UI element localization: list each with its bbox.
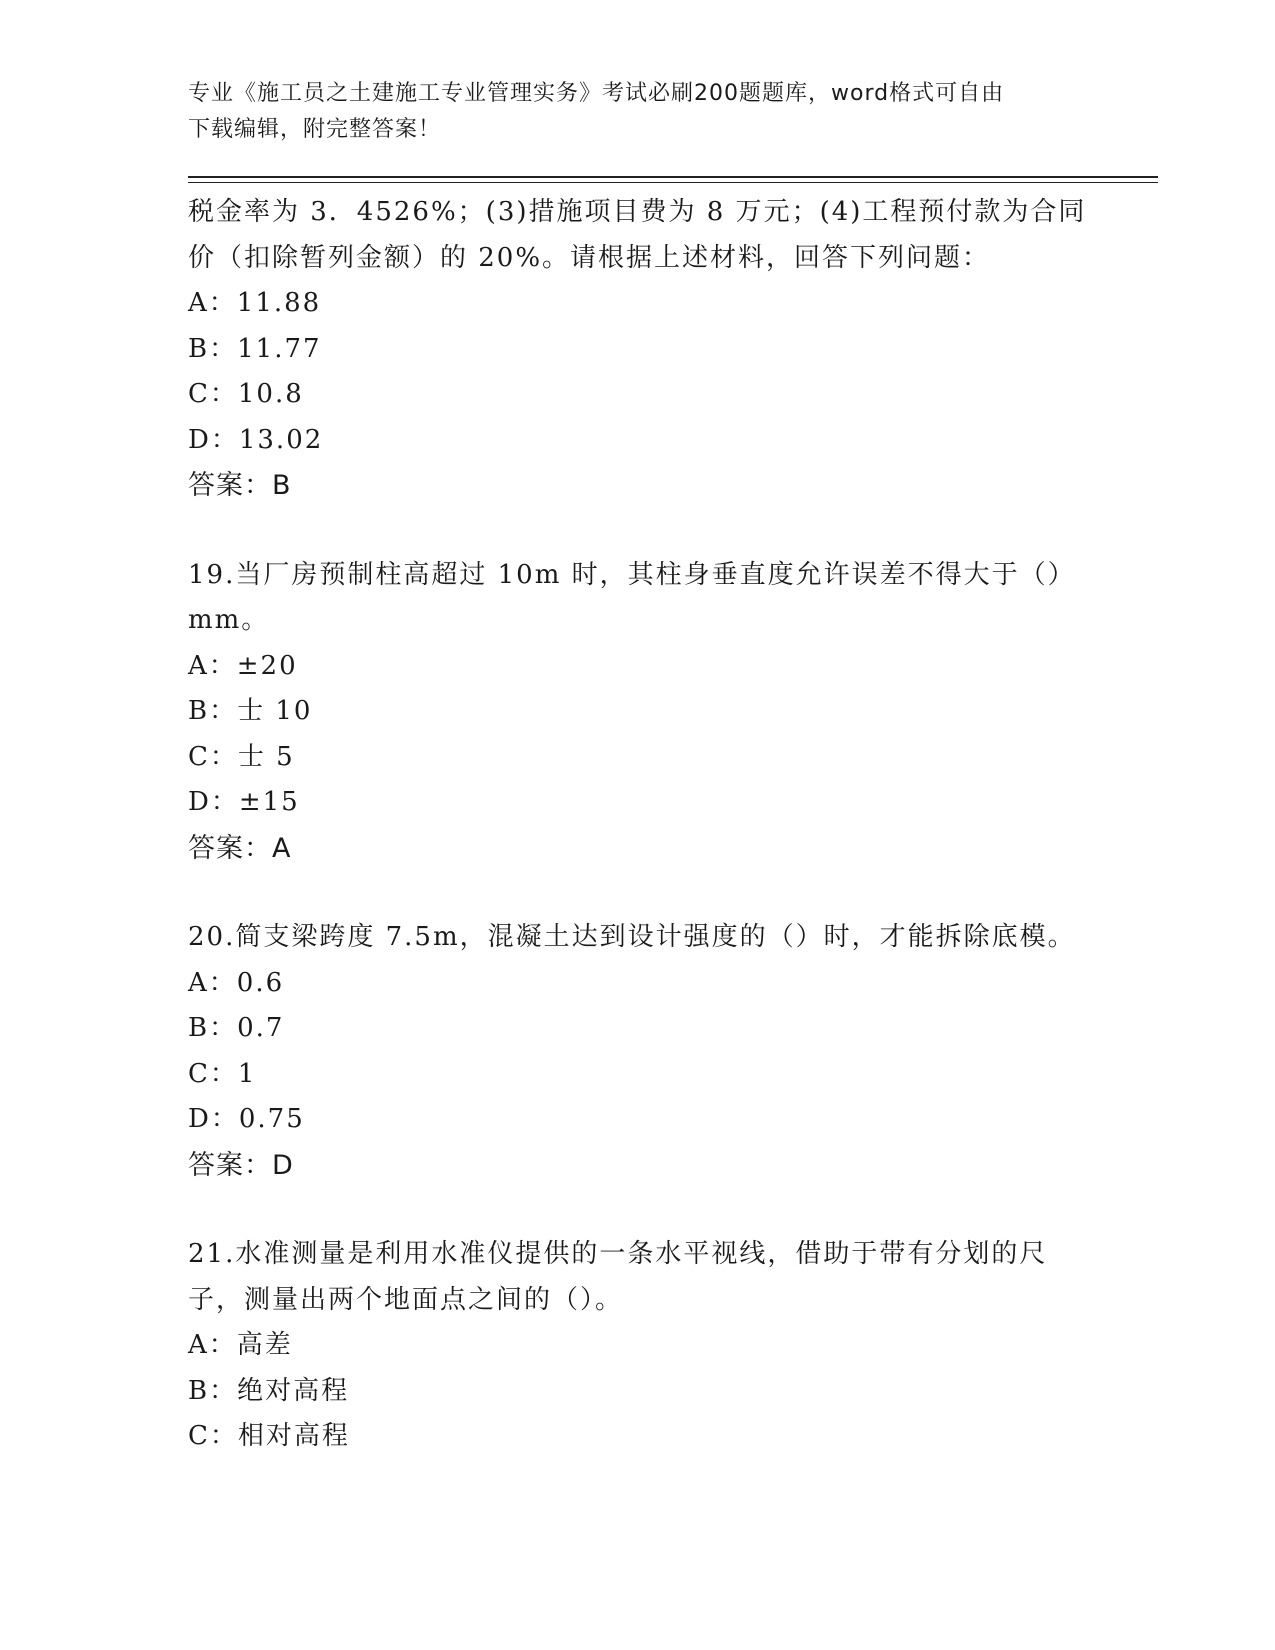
question-text-line: 子，测量出两个地面点之间的（）。	[188, 1284, 624, 1315]
question-19	[188, 553, 1088, 872]
question-text-line: 税金率为 3．4526%；(3)措施项目费为 8 万元；(4)工程预付款为合同	[188, 197, 1087, 227]
option-c: C：士 5	[188, 741, 295, 772]
option-a: A：高差	[188, 1330, 293, 1360]
option-d: D：0.75	[188, 1104, 305, 1134]
option-c: C：1	[188, 1058, 257, 1089]
option-c: C：10.8	[188, 379, 304, 409]
option-a: A：±20	[188, 650, 298, 681]
option-b: B：绝对高程	[188, 1375, 350, 1406]
question-text-line: 价（扣除暂列金额）的 20%。请根据上述材料，回答下列问题：	[188, 242, 991, 273]
option-b: B：0.7	[188, 1013, 285, 1043]
question-text-line: 21.水准测量是利用水准仪提供的一条水平视线，借助于带有分划的尺	[188, 1239, 1048, 1269]
question-spacer	[188, 871, 1088, 915]
question-spacer	[188, 509, 1088, 553]
document-header	[188, 76, 1068, 148]
answer-line: 答案：B	[188, 470, 292, 501]
question-text-line: 19.当厂房预制柱高超过 10m 时，其柱身垂直度允许误差不得大于（）	[188, 559, 1076, 590]
option-a: A：0.6	[188, 967, 285, 998]
question-18-continued	[188, 190, 1088, 509]
option-c: C：相对高程	[188, 1421, 350, 1451]
question-21	[188, 1232, 1088, 1460]
question-spacer	[188, 1188, 1088, 1232]
answer-line: 答案：D	[188, 1149, 294, 1181]
option-d: D：13.02	[188, 424, 324, 455]
header-divider-thin	[188, 182, 1158, 183]
question-content	[188, 190, 1088, 1460]
answer-line: 答案：A	[188, 832, 292, 864]
question-text-line: mm。	[188, 605, 270, 635]
header-divider-thick	[188, 176, 1158, 178]
option-b: B：士 10	[188, 696, 313, 726]
header-line-2: 下载编辑，附完整答案！	[188, 117, 442, 142]
question-20	[188, 915, 1088, 1188]
header-line-1: 专业《施工员之土建施工专业管理实务》考试必刷200题题库，word格式可自由	[188, 81, 1005, 106]
option-b: B：11.77	[188, 333, 322, 364]
question-text-line: 20.简支梁跨度 7.5m，混凝土达到设计强度的（）时，才能拆除底模。	[188, 922, 1076, 952]
option-d: D：±15	[188, 787, 300, 817]
option-a: A：11.88	[188, 288, 322, 318]
